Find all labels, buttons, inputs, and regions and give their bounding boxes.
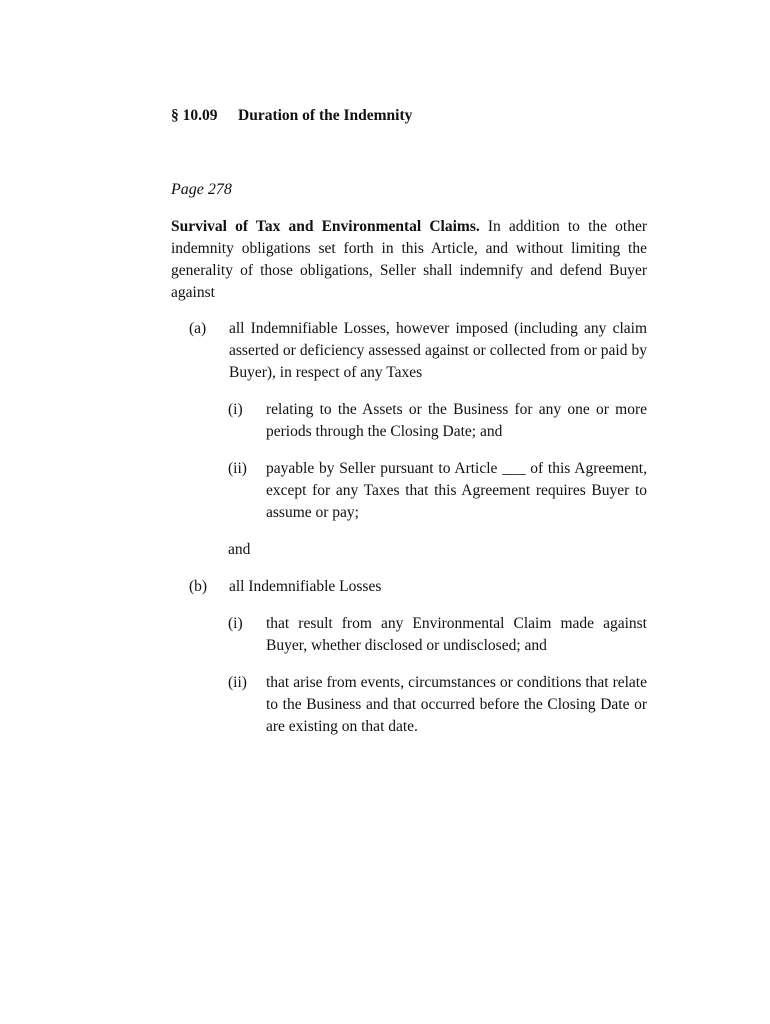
clause-a-i-text: relating to the Assets or the Business for any one or more periods through the Closing Date; and — [266, 401, 647, 440]
clause-b-i-label: (i) — [228, 615, 243, 632]
clause-a-ii-text: payable by Seller pursuant to Article ___ of this Agreement, except for any Taxes that this Agreement requires Buyer to assume or pay; — [266, 460, 647, 521]
clause-b-text: all Indemnifiable Losses — [229, 578, 382, 595]
intro-text: In addition to the other indemnity obligations set forth in this Article, and without limiting the generality of those obligations, Seller shall indemnify and defend Buyer against — [171, 218, 647, 301]
clause-b-ii-label: (ii) — [228, 674, 247, 691]
clause-b-label: (b) — [189, 578, 208, 595]
section-number: § 10.09 — [171, 107, 218, 124]
clause-a-label: (a) — [189, 320, 207, 337]
clause-b-ii-text: that arise from events, circumstances or conditions that relate to the Business and that occurred before the Closing Date or are existing on that date. — [266, 674, 647, 735]
clause-b-ii — [228, 672, 647, 738]
clause-a — [189, 318, 647, 384]
clause-a-i — [228, 399, 647, 443]
clause-a-ii-label: (ii) — [228, 460, 247, 477]
clause-b — [189, 576, 647, 598]
page-reference: Page 278 — [171, 181, 232, 198]
intro-lead: Survival of Tax and Environmental Claims. — [171, 218, 480, 235]
clause-body — [171, 216, 647, 738]
clause-a-text: all Indemnifiable Losses, however imposed (including any claim asserted or deficiency assessed against or collected from or paid by Buyer), in respect of any Taxes — [229, 320, 647, 381]
intro-paragraph — [171, 216, 647, 304]
clause-b-i — [228, 613, 647, 657]
conjunction-and: and — [228, 541, 251, 558]
clause-b-i-text: that result from any Environmental Claim made against Buyer, whether disclosed or undisclosed; and — [266, 615, 647, 654]
section-heading — [171, 107, 412, 125]
clause-a-ii — [228, 458, 647, 524]
clause-a-i-label: (i) — [228, 401, 243, 418]
section-title: Duration of the Indemnity — [238, 107, 413, 124]
